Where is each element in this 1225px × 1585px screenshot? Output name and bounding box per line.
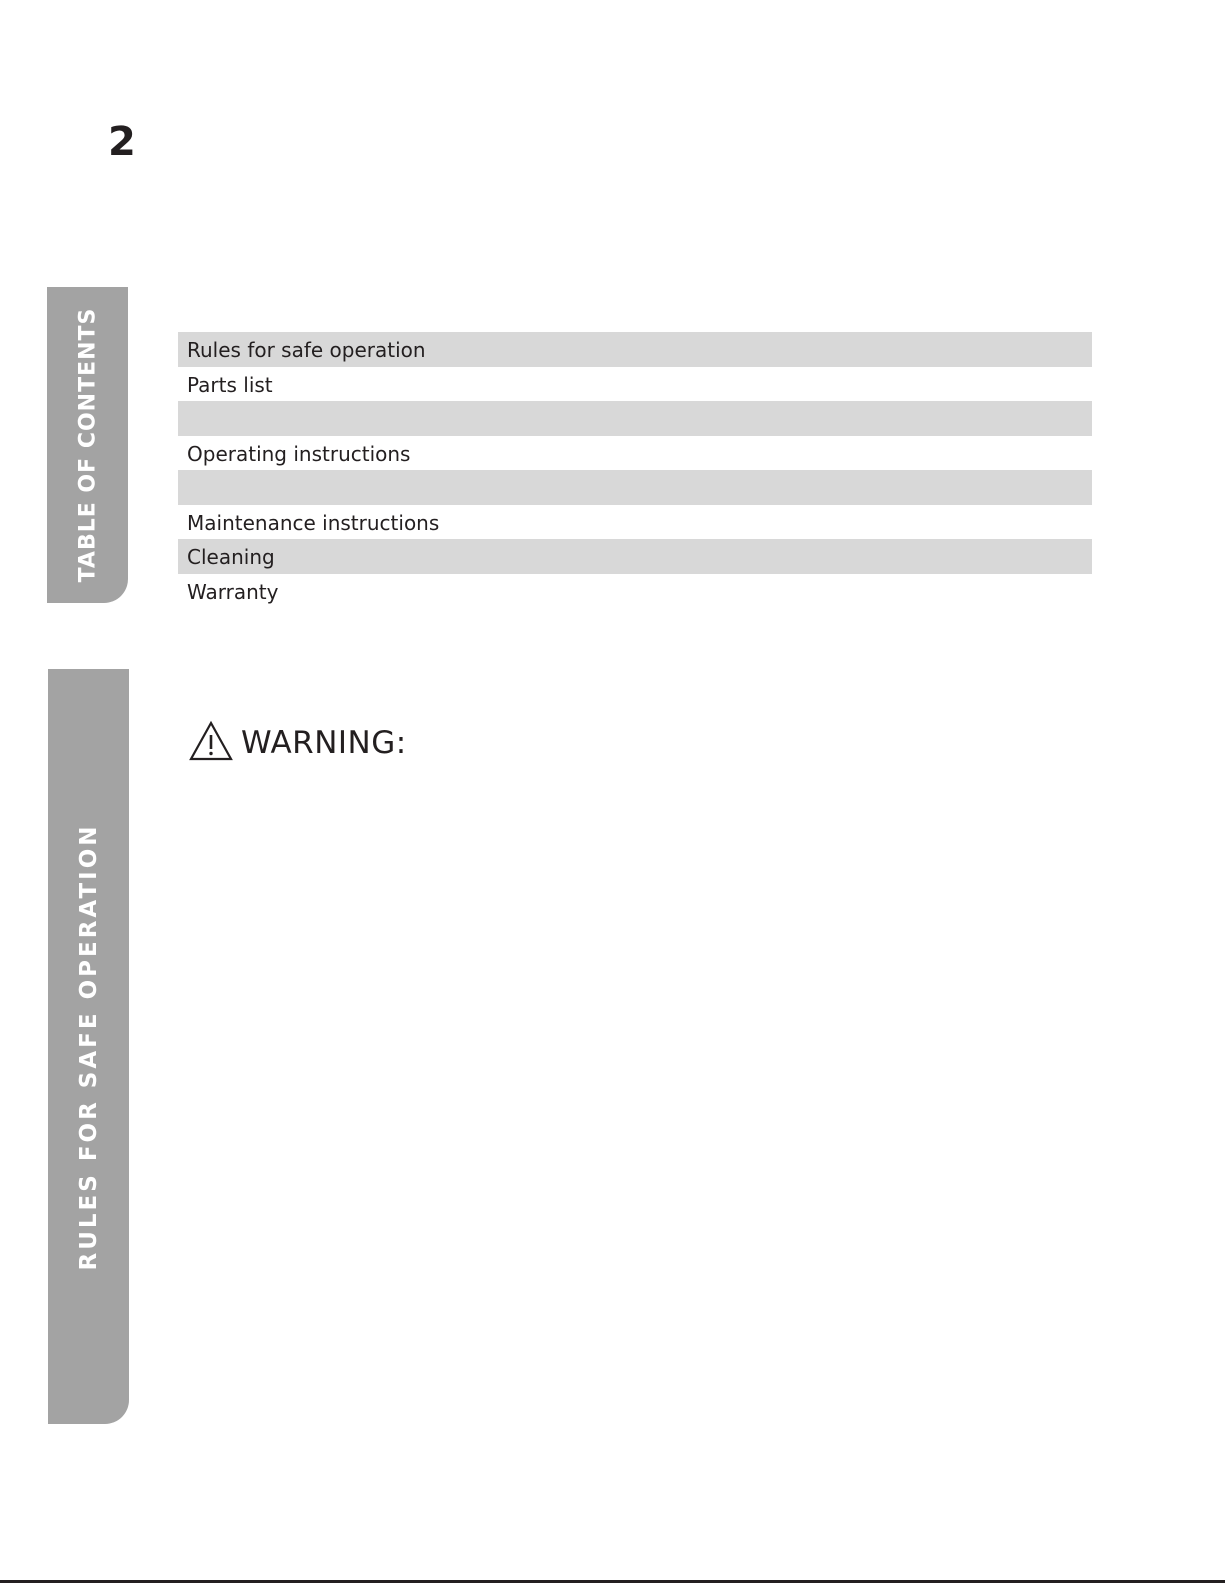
toc-row: Maintenance instructions (187, 510, 440, 535)
warning-label: WARNING: (241, 725, 407, 761)
side-tab-rules-for-safe-operation (48, 669, 129, 1424)
table-of-contents (178, 332, 1092, 608)
toc-row: Rules for safe operation (178, 332, 1092, 367)
warning-triangle-icon (188, 720, 241, 766)
toc-row (178, 401, 1092, 436)
toc-row: Operating instructions (187, 441, 411, 466)
toc-row: Warranty (187, 579, 279, 604)
side-tab-label: TABLE OF CONTENTS (75, 307, 100, 583)
side-tab-label: RULES FOR SAFE OPERATION (75, 823, 102, 1270)
side-tab-table-of-contents (47, 287, 128, 603)
toc-row: Cleaning (178, 539, 1092, 574)
warning-heading (188, 720, 407, 766)
bottom-rule (0, 1580, 1225, 1583)
toc-row (178, 470, 1092, 505)
toc-row: Parts list (187, 372, 273, 397)
page-number: 2 (108, 119, 136, 165)
